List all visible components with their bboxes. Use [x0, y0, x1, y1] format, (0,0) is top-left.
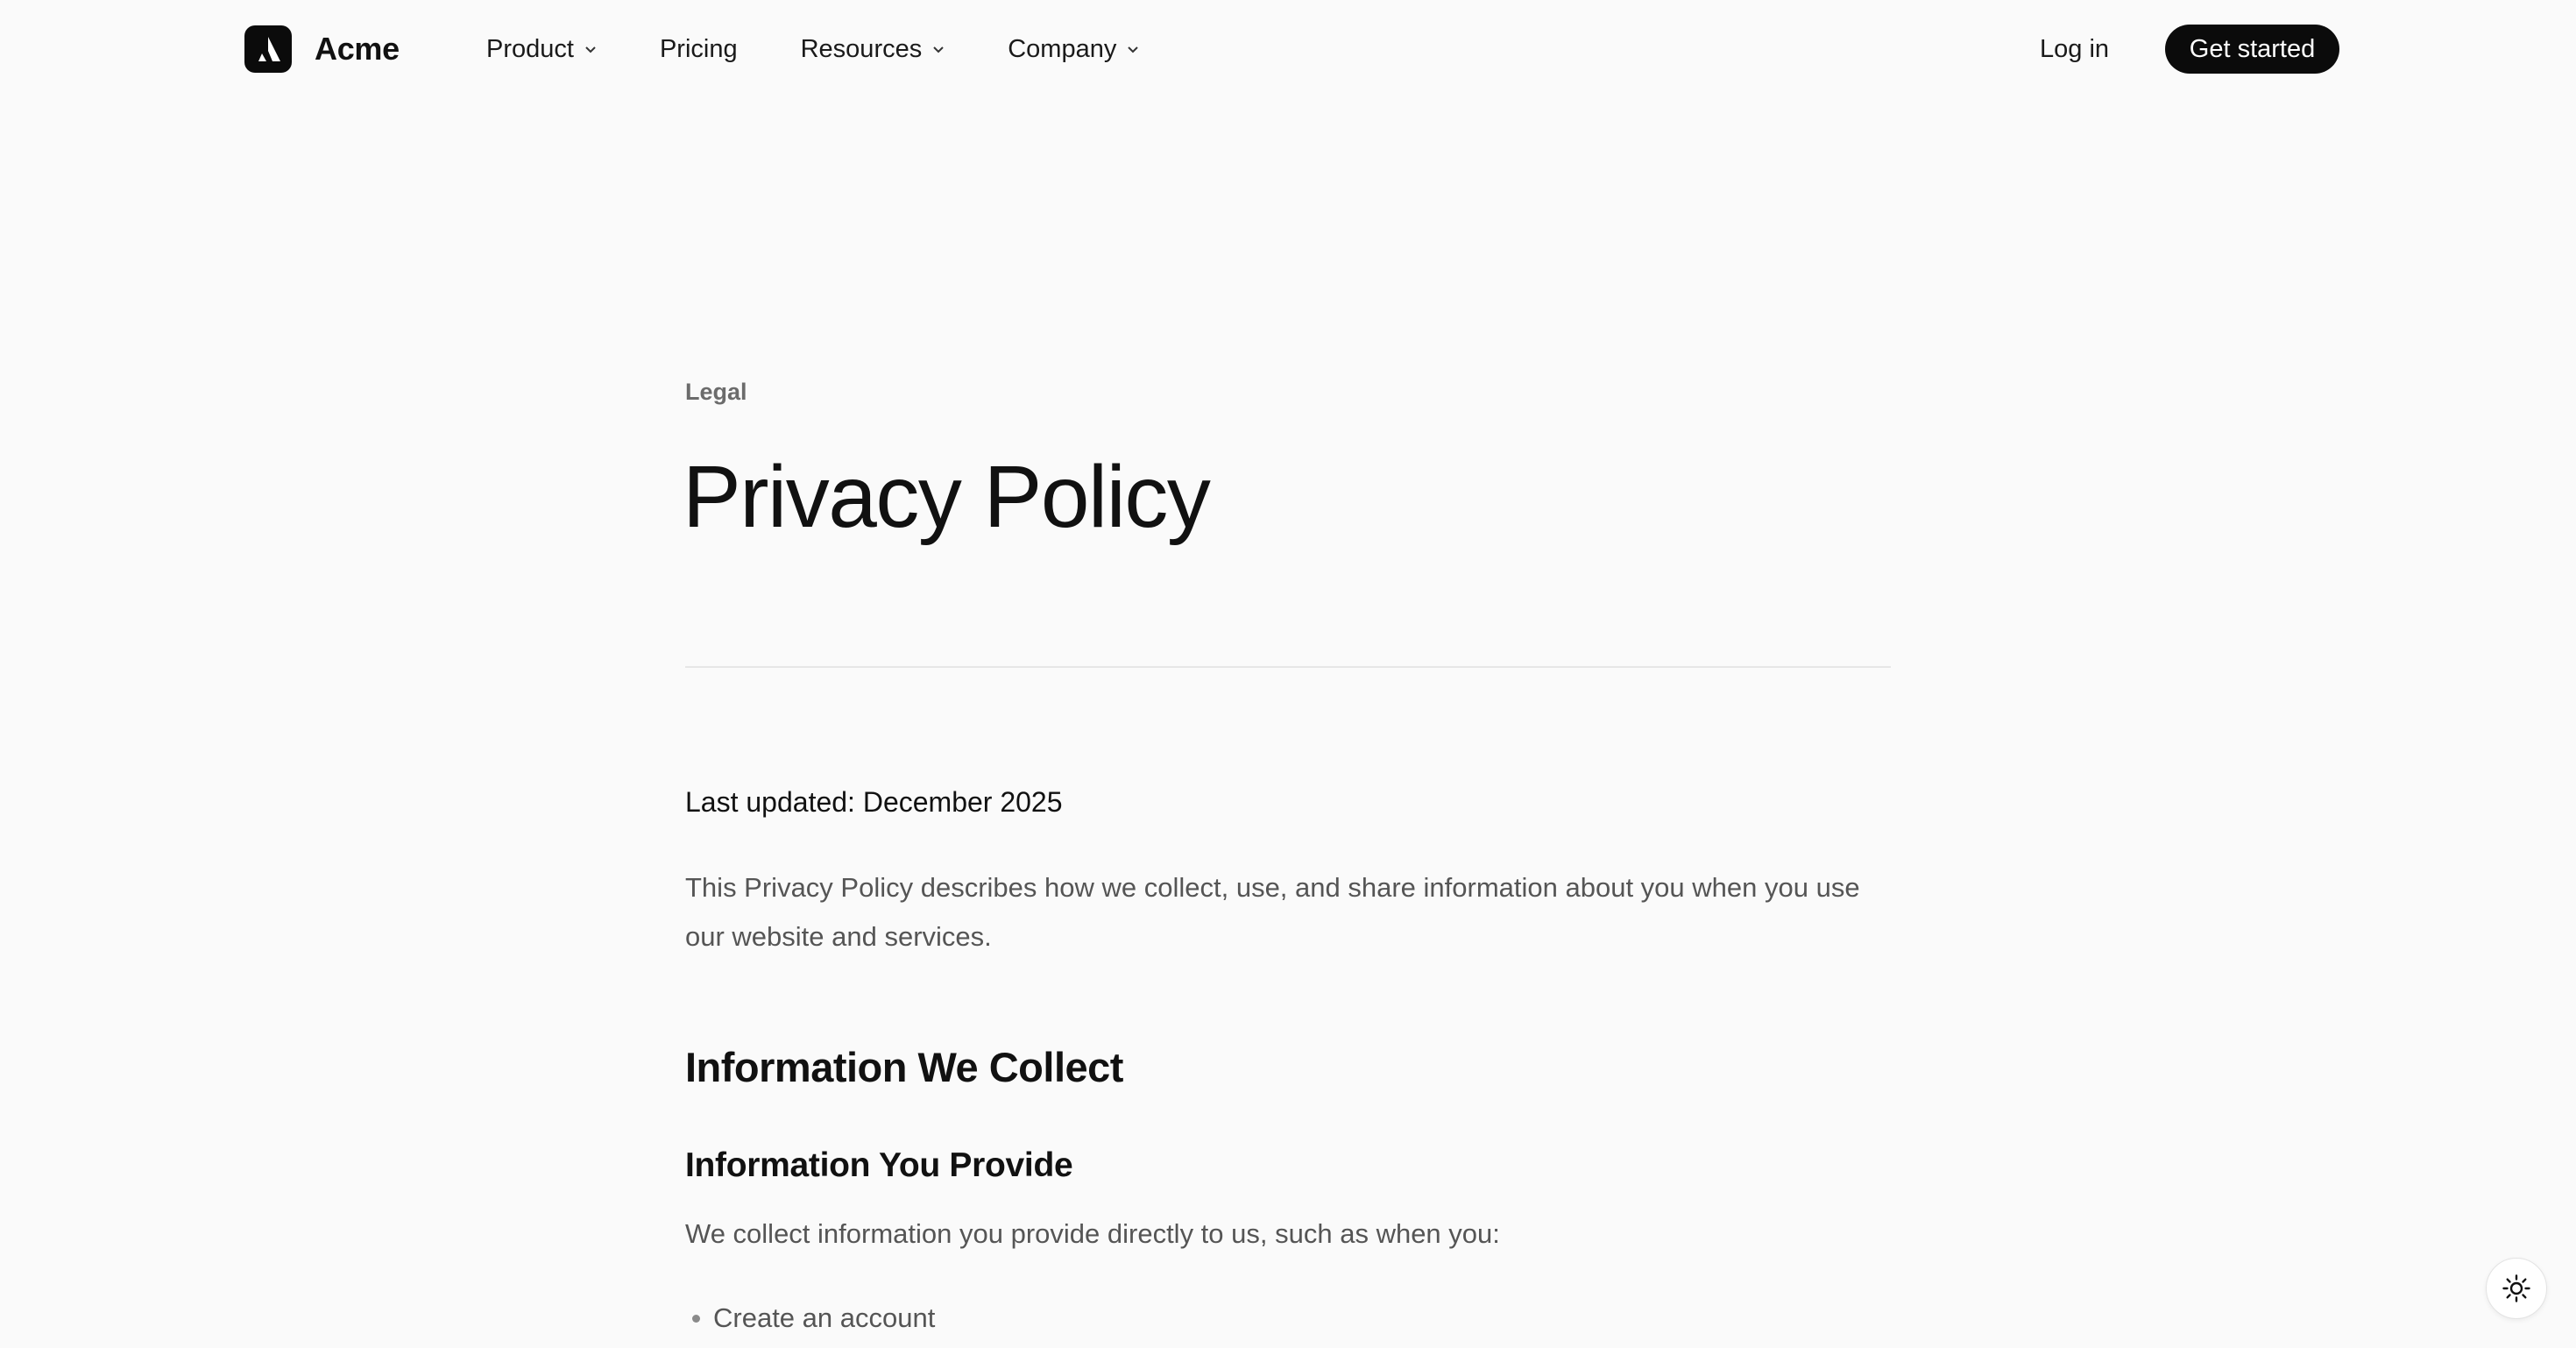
acme-logo-icon — [244, 25, 292, 73]
list-item — [685, 1302, 935, 1334]
main-nav — [486, 25, 1139, 73]
nav-resources-label: Resources — [800, 34, 923, 63]
subsection-heading: Information You Provide — [685, 1146, 1073, 1184]
collect-list — [685, 1302, 935, 1334]
nav-resources[interactable] — [801, 35, 945, 64]
nav-product[interactable] — [486, 35, 597, 64]
chevron-down-icon — [1127, 46, 1139, 53]
nav-company-label: Company — [1008, 34, 1117, 63]
login-link[interactable]: Log in — [2040, 34, 2110, 63]
collect-paragraph: We collect information you provide directly to us, such as when you: — [685, 1218, 1500, 1249]
brand-link[interactable] — [244, 25, 400, 73]
brand-name: Acme — [315, 31, 400, 67]
list-item-text: Create an account — [713, 1302, 936, 1333]
theme-toggle-button[interactable] — [2486, 1258, 2547, 1319]
divider — [685, 666, 1891, 668]
eyebrow-label: Legal — [685, 379, 747, 405]
nav-pricing-label: Pricing — [659, 34, 738, 63]
chevron-down-icon — [584, 46, 597, 53]
nav-product-label: Product — [486, 34, 574, 63]
last-updated: Last updated: December 2025 — [685, 786, 1063, 818]
chevron-down-icon — [932, 46, 945, 53]
intro-paragraph: This Privacy Policy describes how we collect, use, and share information about you when you use our website and services. — [685, 872, 1860, 952]
nav-company[interactable] — [1008, 35, 1139, 64]
bullet-dot — [692, 1315, 700, 1323]
get-started-button[interactable]: Get started — [2165, 25, 2339, 74]
site-header — [0, 0, 2576, 98]
page-title: Privacy Policy — [683, 448, 1210, 546]
section-heading: Information We Collect — [685, 1044, 1123, 1090]
nav-pricing[interactable] — [660, 35, 738, 64]
sun-icon — [2502, 1274, 2531, 1303]
